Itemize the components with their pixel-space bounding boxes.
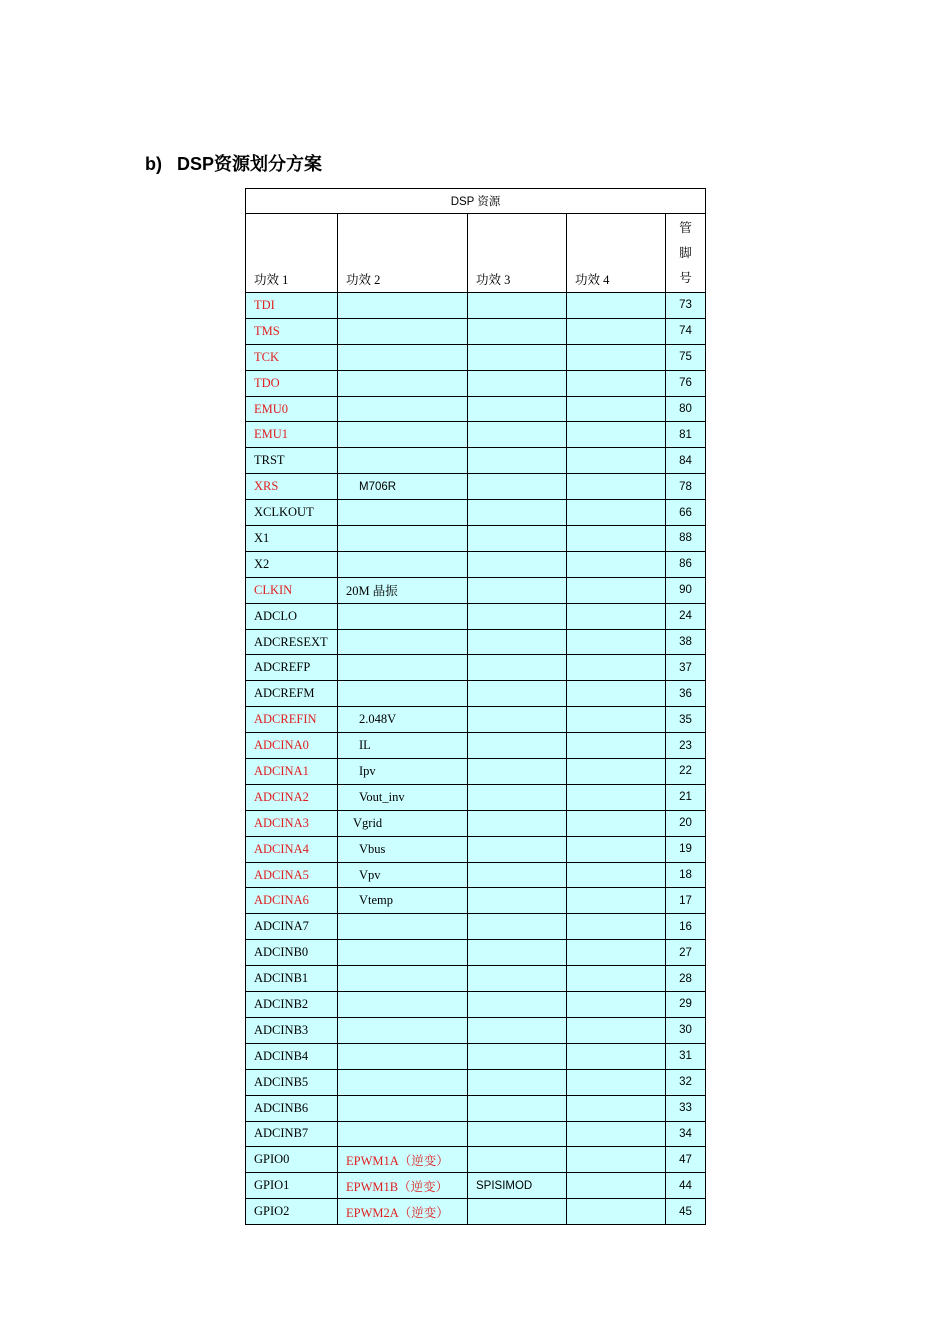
table-row [246, 448, 706, 474]
function-4-cell [567, 1199, 666, 1225]
pin-number-cell: 23 [666, 733, 706, 759]
function-2-cell [338, 1017, 468, 1043]
function-3-cell [468, 318, 567, 344]
function-1-cell: GPIO0 [246, 1147, 338, 1173]
function-2-cell [338, 655, 468, 681]
function-3-cell [468, 577, 567, 603]
pin-number-cell: 18 [666, 862, 706, 888]
function-4-cell [567, 784, 666, 810]
function-3-cell [468, 940, 567, 966]
function-3-cell [468, 1121, 567, 1147]
function-4-cell [567, 914, 666, 940]
function-1-cell: XRS [246, 474, 338, 500]
pin-number-cell: 28 [666, 966, 706, 992]
function-3-cell [468, 1043, 567, 1069]
table-row [246, 318, 706, 344]
function-3-cell [468, 1017, 567, 1043]
table-row [246, 914, 706, 940]
table-title: DSP 资源 [246, 189, 706, 214]
header-pin-char: 管 [679, 220, 692, 235]
function-2-cell: Vtemp [338, 888, 468, 914]
function-1-cell: ADCINA3 [246, 810, 338, 836]
function-4-cell [567, 733, 666, 759]
table-row [246, 577, 706, 603]
function-2-cell: Vbus [338, 836, 468, 862]
function-1-cell: TDI [246, 293, 338, 319]
pin-number-cell: 29 [666, 992, 706, 1018]
function-2-cell [338, 344, 468, 370]
header-function-3: 功效 3 [468, 214, 567, 293]
function-3-cell [468, 681, 567, 707]
table-row [246, 1017, 706, 1043]
function-3-cell [468, 448, 567, 474]
function-3-cell [468, 1069, 567, 1095]
function-4-cell [567, 422, 666, 448]
table-row [246, 422, 706, 448]
function-2-cell [338, 318, 468, 344]
pin-number-cell: 17 [666, 888, 706, 914]
table-row [246, 293, 706, 319]
function-1-cell: ADCREFP [246, 655, 338, 681]
function-1-cell: ADCINB0 [246, 940, 338, 966]
function-1-cell: TRST [246, 448, 338, 474]
pin-number-cell: 34 [666, 1121, 706, 1147]
pin-number-cell: 27 [666, 940, 706, 966]
pin-number-cell: 30 [666, 1017, 706, 1043]
table-row [246, 344, 706, 370]
function-1-cell: ADCINA5 [246, 862, 338, 888]
function-1-cell: ADCINB5 [246, 1069, 338, 1095]
pin-number-cell: 80 [666, 396, 706, 422]
header-pin-char: 号 [679, 270, 692, 285]
function-2-cell: EPWM1A（逆变） [338, 1147, 468, 1173]
table-header-row [246, 214, 706, 293]
header-function-2: 功效 2 [338, 214, 468, 293]
function-4-cell [567, 526, 666, 552]
function-1-cell: CLKIN [246, 577, 338, 603]
pin-number-cell: 36 [666, 681, 706, 707]
function-2-cell: Vout_inv [338, 784, 468, 810]
function-2-cell [338, 526, 468, 552]
function-3-cell [468, 344, 567, 370]
pin-number-cell: 76 [666, 370, 706, 396]
section-heading [145, 150, 322, 176]
function-1-cell: EMU1 [246, 422, 338, 448]
pin-number-cell: 22 [666, 759, 706, 785]
function-4-cell [567, 966, 666, 992]
function-1-cell: ADCINA7 [246, 914, 338, 940]
table-row [246, 836, 706, 862]
function-2-cell [338, 914, 468, 940]
pin-number-cell: 19 [666, 836, 706, 862]
function-2-cell [338, 500, 468, 526]
table-row [246, 707, 706, 733]
function-3-cell [468, 293, 567, 319]
table-row [246, 603, 706, 629]
table-row [246, 474, 706, 500]
table-row [246, 1043, 706, 1069]
function-3-cell [468, 759, 567, 785]
table-row [246, 1121, 706, 1147]
function-3-cell: SPISIMOD [468, 1173, 567, 1199]
function-2-cell [338, 629, 468, 655]
table-row [246, 551, 706, 577]
function-2-cell: Vgrid [338, 810, 468, 836]
pin-number-cell: 16 [666, 914, 706, 940]
header-function-4: 功效 4 [567, 214, 666, 293]
function-3-cell [468, 836, 567, 862]
pin-number-cell: 21 [666, 784, 706, 810]
function-3-cell [468, 1095, 567, 1121]
function-3-cell [468, 914, 567, 940]
table-row [246, 1199, 706, 1225]
function-2-cell [338, 1121, 468, 1147]
function-4-cell [567, 940, 666, 966]
function-4-cell [567, 810, 666, 836]
function-4-cell [567, 448, 666, 474]
function-1-cell: GPIO2 [246, 1199, 338, 1225]
function-3-cell [468, 707, 567, 733]
table-row [246, 862, 706, 888]
table-row [246, 966, 706, 992]
function-3-cell [468, 551, 567, 577]
table-title-row [246, 189, 706, 214]
function-4-cell [567, 396, 666, 422]
function-1-cell: TCK [246, 344, 338, 370]
pin-number-cell: 74 [666, 318, 706, 344]
dsp-resource-table [245, 188, 706, 1225]
function-1-cell: ADCREFIN [246, 707, 338, 733]
function-4-cell [567, 681, 666, 707]
function-3-cell [468, 474, 567, 500]
function-4-cell [567, 1017, 666, 1043]
function-1-cell: ADCINB7 [246, 1121, 338, 1147]
table-row [246, 992, 706, 1018]
function-2-cell: 2.048V [338, 707, 468, 733]
function-1-cell: ADCINA2 [246, 784, 338, 810]
table-row [246, 629, 706, 655]
function-3-cell [468, 733, 567, 759]
pin-number-cell: 81 [666, 422, 706, 448]
function-1-cell: ADCINB2 [246, 992, 338, 1018]
function-3-cell [468, 966, 567, 992]
function-4-cell [567, 370, 666, 396]
function-4-cell [567, 344, 666, 370]
function-2-cell [338, 448, 468, 474]
function-1-cell: X1 [246, 526, 338, 552]
pin-number-cell: 33 [666, 1095, 706, 1121]
table-row [246, 940, 706, 966]
function-4-cell [567, 603, 666, 629]
function-2-cell: Vpv [338, 862, 468, 888]
function-1-cell: ADCINA0 [246, 733, 338, 759]
table-row [246, 655, 706, 681]
pin-number-cell: 37 [666, 655, 706, 681]
pin-number-cell: 31 [666, 1043, 706, 1069]
pin-number-cell: 66 [666, 500, 706, 526]
function-2-cell: M706R [338, 474, 468, 500]
table-row [246, 1147, 706, 1173]
function-1-cell: ADCINB1 [246, 966, 338, 992]
function-2-cell [338, 396, 468, 422]
function-2-cell [338, 1069, 468, 1095]
function-2-cell: EPWM1B（逆变） [338, 1173, 468, 1199]
function-3-cell [468, 526, 567, 552]
function-4-cell [567, 1147, 666, 1173]
function-1-cell: ADCREFM [246, 681, 338, 707]
header-function-1: 功效 1 [246, 214, 338, 293]
function-1-cell: XCLKOUT [246, 500, 338, 526]
header-pin-number [666, 214, 706, 293]
function-4-cell [567, 862, 666, 888]
table-row [246, 1095, 706, 1121]
pin-number-cell: 86 [666, 551, 706, 577]
function-2-cell [338, 422, 468, 448]
pin-number-cell: 75 [666, 344, 706, 370]
function-4-cell [567, 992, 666, 1018]
table-row [246, 370, 706, 396]
function-4-cell [567, 836, 666, 862]
table-row [246, 1173, 706, 1199]
function-2-cell [338, 681, 468, 707]
function-3-cell [468, 629, 567, 655]
function-3-cell [468, 396, 567, 422]
function-2-cell [338, 370, 468, 396]
pin-number-cell: 47 [666, 1147, 706, 1173]
pin-number-cell: 84 [666, 448, 706, 474]
table-row [246, 396, 706, 422]
function-2-cell: IL [338, 733, 468, 759]
function-4-cell [567, 707, 666, 733]
function-4-cell [567, 888, 666, 914]
function-3-cell [468, 992, 567, 1018]
function-3-cell [468, 655, 567, 681]
function-4-cell [567, 1173, 666, 1199]
function-3-cell [468, 370, 567, 396]
function-3-cell [468, 888, 567, 914]
function-1-cell: ADCLO [246, 603, 338, 629]
function-1-cell: ADCINB6 [246, 1095, 338, 1121]
function-2-cell [338, 1095, 468, 1121]
pin-number-cell: 24 [666, 603, 706, 629]
function-2-cell [338, 293, 468, 319]
function-4-cell [567, 474, 666, 500]
table-row [246, 526, 706, 552]
table-row [246, 500, 706, 526]
pin-number-cell: 78 [666, 474, 706, 500]
pin-number-cell: 45 [666, 1199, 706, 1225]
function-3-cell [468, 1199, 567, 1225]
function-1-cell: ADCRESEXT [246, 629, 338, 655]
function-4-cell [567, 551, 666, 577]
function-4-cell [567, 318, 666, 344]
section-label: b) [145, 154, 162, 174]
table-row [246, 681, 706, 707]
function-2-cell [338, 966, 468, 992]
function-2-cell [338, 992, 468, 1018]
function-3-cell [468, 500, 567, 526]
function-1-cell: ADCINB3 [246, 1017, 338, 1043]
function-4-cell [567, 629, 666, 655]
function-3-cell [468, 810, 567, 836]
function-1-cell: ADCINA6 [246, 888, 338, 914]
pin-number-cell: 88 [666, 526, 706, 552]
function-2-cell: 20M 晶振 [338, 577, 468, 603]
function-1-cell: ADCINA4 [246, 836, 338, 862]
function-3-cell [468, 784, 567, 810]
table-row [246, 733, 706, 759]
function-3-cell [468, 603, 567, 629]
pin-number-cell: 73 [666, 293, 706, 319]
function-4-cell [567, 577, 666, 603]
table-row [246, 888, 706, 914]
function-2-cell [338, 603, 468, 629]
function-2-cell: Ipv [338, 759, 468, 785]
pin-number-cell: 20 [666, 810, 706, 836]
function-4-cell [567, 759, 666, 785]
function-2-cell [338, 551, 468, 577]
section-title: DSP资源划分方案 [177, 154, 323, 174]
function-1-cell: ADCINB4 [246, 1043, 338, 1069]
function-1-cell: GPIO1 [246, 1173, 338, 1199]
function-4-cell [567, 1121, 666, 1147]
function-3-cell [468, 862, 567, 888]
function-4-cell [567, 1043, 666, 1069]
function-4-cell [567, 293, 666, 319]
header-pin-char: 脚 [679, 245, 692, 260]
function-2-cell: EPWM2A（逆变） [338, 1199, 468, 1225]
pin-number-cell: 90 [666, 577, 706, 603]
function-1-cell: TDO [246, 370, 338, 396]
pin-number-cell: 44 [666, 1173, 706, 1199]
function-4-cell [567, 1095, 666, 1121]
pin-number-cell: 38 [666, 629, 706, 655]
function-3-cell [468, 1147, 567, 1173]
pin-number-cell: 32 [666, 1069, 706, 1095]
pin-number-cell: 35 [666, 707, 706, 733]
function-4-cell [567, 655, 666, 681]
table-row [246, 1069, 706, 1095]
function-1-cell: X2 [246, 551, 338, 577]
function-4-cell [567, 500, 666, 526]
table-row [246, 810, 706, 836]
function-1-cell: TMS [246, 318, 338, 344]
function-1-cell: EMU0 [246, 396, 338, 422]
function-1-cell: ADCINA1 [246, 759, 338, 785]
function-3-cell [468, 422, 567, 448]
table-row [246, 784, 706, 810]
table-row [246, 759, 706, 785]
function-2-cell [338, 940, 468, 966]
function-4-cell [567, 1069, 666, 1095]
function-2-cell [338, 1043, 468, 1069]
